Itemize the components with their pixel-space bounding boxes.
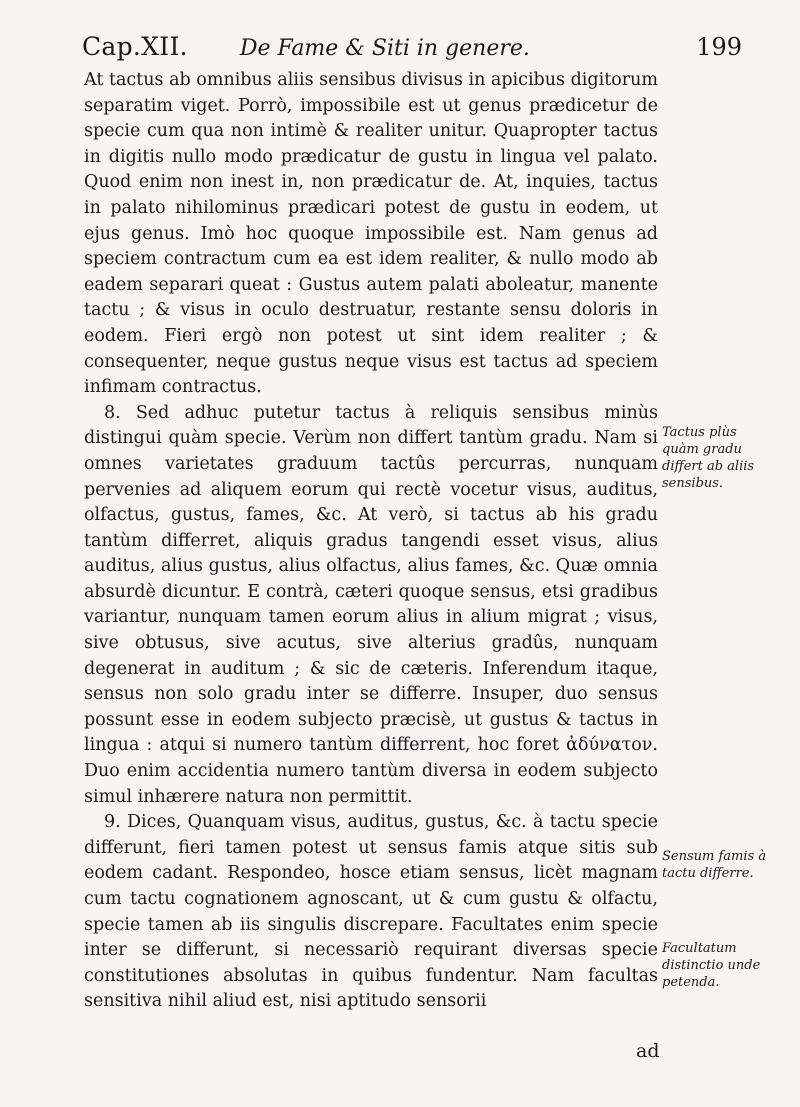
main-text	[84, 68, 658, 1015]
chapter-label: Cap.XII.	[82, 32, 188, 61]
margin-note: Tactus plùs quàm gradu differt ab aliis sensibus.	[662, 425, 755, 491]
running-header	[82, 32, 742, 72]
paragraph: 9. Dices, Quanquam visus, auditus, gustus, &c. à tactu specie differunt, fieri tamen potest ut sensus famis atque sitis sub eodem cadant. Respondeo, hosce etiam sensus, licèt magnam cum tactu cognationem agnoscant, ut & cum gustu & olfactu, specie tamen ab iis singulis discrepare. Facultates enim specie inter se differunt, si necessariò requirant diversas specie constitutiones absolutas in quibus fundentur. Nam facultas sensitiva nihil aliud est, nisi aptitudo sensorii	[84, 812, 658, 1012]
paragraph: At tactus ab omnibus aliis sensibus divisus in apicibus digitorum separatim viget. Porrò, impossibile est ut genus prædicetur de specie cum qua non intimè & realiter unitur. Quapropter tactus in digitis nullo modo prædicatur de gustu in lingua vel palato. Quod enim non inest in, non prædicatur de. At, inquies, tactus in palato nihilominus prædicari potest de gustu in eodem, ut ejus genus. Imò hoc quoque impossibile est. Nam genus ad speciem contractum cum ea est idem realiter, & nullo modo ab eadem separari queat : Gustus autem palati aboleatur, manente tactu ; & visus in oculo destruatur, restante sensu doloris in eodem. Fieri ergò non potest ut sint idem realiter ; & consequenter, neque gustus neque visus est tactus ad speciem infimam contractus.	[84, 70, 658, 398]
margin-note: Facultatum distinctio unde petenda.	[662, 941, 761, 990]
paragraph: 8. Sed adhuc putetur tactus à reliquis sensibus minùs distingui quàm specie. Verùm non differt tantùm gradu. Nam si omnes varietates graduum tactûs percurras, nunquam pervenies ad aliquem eorum qui rectè vocetur visus, auditus, olfactus, gustus, fames, &c. At verò, si tactus ab his gradu tantùm differret, aliquis gradus tangendi esset visus, alius auditus, alius gustus, alius olfactus, alius fames, &c. Quæ omnia absurdè dicuntur. E contrà, cæteri quoque sensus, etsi gradibus variantur, nunquam tamen eorum alius in alium migrat ; visus, sive obtusus, sive acutus, sive alterius gradûs, nunquam degenerat in auditum ; & sic de cæteris. Inferendum itaque, sensus non solo gradu inter se differre. Insuper, duo sensus possunt esse in eodem subjecto præcisè, ut gustus & tactus in lingua : atqui si numero tantùm differrent, hoc foret ἀδύνατον. Duo enim accidentia numero tantùm diversa in eodem subjecto simul inhærere natura non permittit.	[84, 402, 658, 807]
page-number: 199	[696, 33, 742, 61]
running-title: De Fame & Siti in genere.	[239, 36, 530, 61]
margin-note: Sensum famis à tactu differre.	[662, 849, 767, 881]
catchword: ad	[636, 1040, 660, 1062]
